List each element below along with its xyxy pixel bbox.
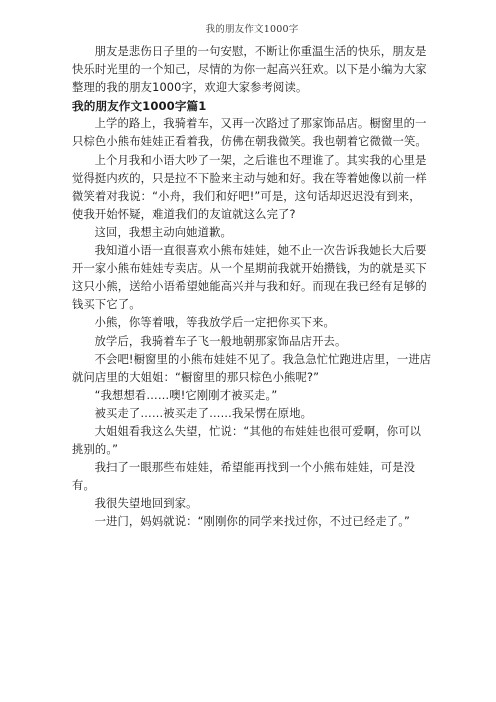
paragraph: 我扫了一眼那些布娃娃，希望能再找到一个小熊布娃娃，可是没有。 [72, 461, 416, 493]
paragraph: 我很失望地回到家。 [94, 497, 198, 511]
paragraph: 被买走了……被买走了……我呆愣在原地。 [94, 406, 313, 420]
paragraph: 不会吧!橱窗里的小熊布娃娃不见了。我急急忙忙跑进店里，一进店就问店里的大姐姐：“橱窗里的那只棕色小熊呢?” [72, 352, 432, 384]
page-header-title: 我的朋友作文1000字 [205, 24, 299, 35]
paragraph: 一进门，妈妈就说：“刚刚你的同学来找过你，不过已经走了。” [94, 515, 411, 529]
intro-paragraph: 朋友是悲伤日子里的一句安慰，不断让你重温生活的快乐，朋友是快乐时光里的一个知己，尽情的为你一起高兴狂欢。以下是小编为大家整理的我的朋友1000字，欢迎大家参考阅读。 [72, 45, 427, 95]
paragraph: 上个月我和小语大吵了一架，之后谁也不理谁了。其实我的心里是觉得挺内疚的，只是拉不下脸来主动与她和好。我在等着她像以前一样微笑着对我说：“小舟，我们和好吧!”可是，这句话却迟迟没有到来，使我开始怀疑，难道我们的友谊就这么完了? [72, 153, 427, 221]
paragraph: 放学后，我骑着车子飞一般地朝那家饰品店开去。 [94, 334, 347, 348]
paragraph: “我想想看……噢!它刚刚才被买走。” [94, 388, 278, 402]
paragraph: 大姐姐看我这么失望，忙说：“其他的布娃娃也很可爱啊，你可以挑别的。” [72, 424, 422, 457]
section-title: 我的朋友作文1000字篇1 [72, 99, 207, 114]
paragraph: 小熊，你等着哦，等我放学后一定把你买下来。 [94, 316, 335, 330]
article-body [72, 43, 432, 532]
paragraph: 上学的路上，我骑着车，又再一次路过了那家饰品店。橱窗里的一只棕色小熊布娃娃正看着我，仿佛在朝我微笑。我也朝着它微微一笑。 [72, 117, 427, 149]
paragraph: 我知道小语一直很喜欢小熊布娃娃，她不止一次告诉我她长大后要开一家小熊布娃娃专卖店。从一个星期前我就开始攒钱，为的就是买下这只小熊，送给小语希望她能高兴并与我和好。而现在我已经有足够的钱买下它了。 [72, 244, 427, 312]
paragraph: 这回，我想主动向她道歉。 [94, 225, 232, 239]
